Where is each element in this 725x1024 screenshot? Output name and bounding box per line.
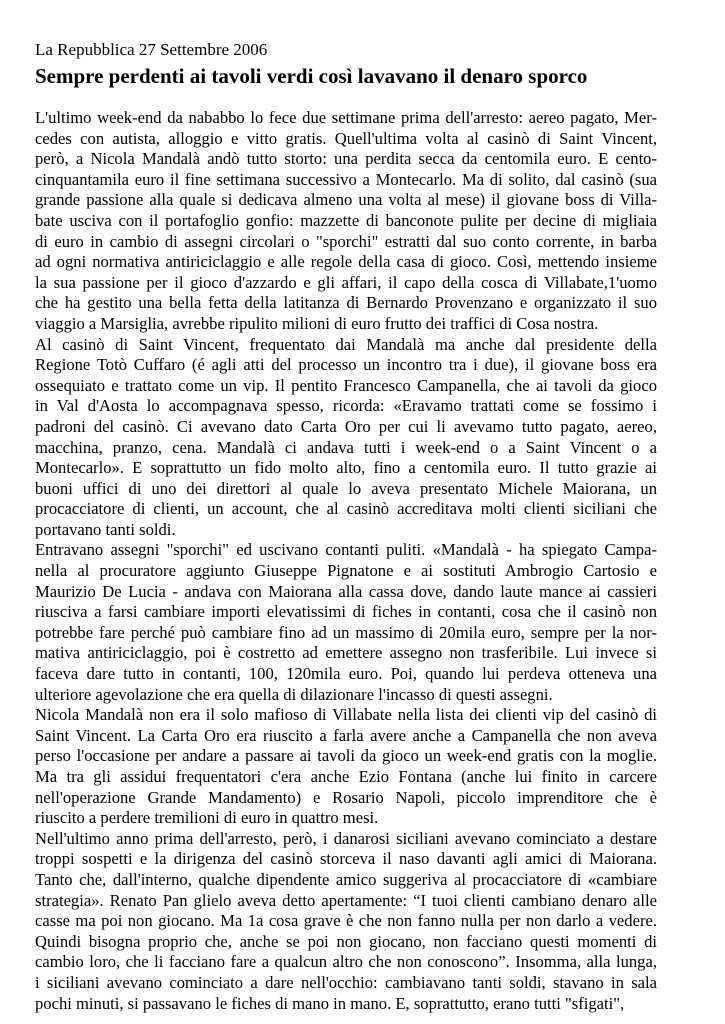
text-line: Montecarlo». E soprattutto un fido molto alto, fino a centomila euro. Il tutto grazie ai xyxy=(35,458,657,478)
text-line: cinquantamila euro il fine settimana successivo a Montecarlo. Ma di solito, dal casinò (sua xyxy=(35,169,657,189)
article-paragraph xyxy=(35,335,657,541)
article-paragraph xyxy=(35,705,657,829)
text-line: Maurizio De Lucia - andava con Maiorana alla cassa dove, dando laute mance ai cassieri xyxy=(35,581,657,601)
text-line: riuscito a perdere tremilioni di euro in quattro mesi. xyxy=(35,808,379,828)
headline: Sempre perdenti ai tavoli verdi così lavavano il denaro sporco xyxy=(35,64,588,88)
article-paragraph xyxy=(35,829,657,1014)
text-line: che ha gestito una bella fetta della latitanza di Bernardo Provenzano e organizzato il suo xyxy=(35,293,657,313)
text-line: cambio loro, che li facciano fare a qualcun altro che non conoscono”. Insomma, alla lunga, xyxy=(35,952,657,972)
text-line: procacciatore di clienti, un account, che al casinò accreditava molti clienti siciliani che xyxy=(35,499,657,519)
text-line: i siciliani avevano cominciato a dare nell'occhio: cambiavano tanti soldi, stavano in sala xyxy=(35,972,657,992)
text-line: Quindi bisogna proprio che, anche se poi non giocano, non facciano questi momenti di xyxy=(35,931,657,951)
text-line: Entravano assegni "sporchi" ed uscivano contanti puliti. «Mandalà - ha spiegato Campa- xyxy=(35,540,657,560)
text-line: Nell'ultimo anno prima dell'arresto, però, i danarosi siciliani avevano cominciato a destare xyxy=(35,828,657,848)
text-line: ulteriore agevolazione che era quella di dilazionare l'incasso di questi assegni. xyxy=(35,684,553,704)
text-line: Tanto che, dall'interno, qualche dipendente amico suggeriva al procacciatore di «cambiare xyxy=(35,869,657,889)
text-line: casse ma poi non giocano. Ma 1a cosa grave è che non fanno nulla per non darlo a vedere. xyxy=(35,911,657,931)
text-line: cedes con autista, alloggio e vitto gratis. Quell'ultima volta al casinò di Saint Vincent, xyxy=(35,128,657,148)
text-line: però, a Nicola Mandalà andò tutto storto: una perdita secca da centomila euro. E cento- xyxy=(35,149,657,169)
text-line: Regione Totò Cuffaro (é agli atti del processo un incontro tra i due), il giovane boss era xyxy=(35,355,657,375)
text-line: L'ultimo week-end da nababbo lo fece due settimane prima dell'arresto: aereo pagato, Mer- xyxy=(35,108,657,127)
text-line: ad ogni normativa antiriciclaggio e alle regole della casa di gioco. Così, mettendo insieme xyxy=(35,252,657,272)
article-body xyxy=(35,108,657,1014)
text-line: grande passione alla quale si dedicava almeno una volta al mese) il giovane boss di Villa- xyxy=(35,190,657,210)
text-line: Nicola Mandalà non era il solo mafioso di Villabate nella lista dei clienti vip del casinò di xyxy=(35,705,657,725)
text-line: riusciva a farsi cambiare importi elevatissimi di fiches in contanti, cosa che il casinò non xyxy=(35,602,657,622)
text-line: Saint Vincent. La Carta Oro era riuscito a farla avere anche a Campanella che non aveva xyxy=(35,725,657,745)
text-line: potrebbe fare perché può cambiare fino ad un massimo di 20mila euro, sempre per la nor- xyxy=(35,622,657,642)
text-line: mativa antiriciclaggio, poi è costretto ad emettere assegno non trasferibile. Lui invece si xyxy=(35,643,657,663)
text-line: viaggio a Marsiglia, avrebbe ripulito milioni di euro frutto dei traffici di Cosa nostra. xyxy=(35,313,599,333)
text-line: pochi minuti, si passavano le fiches di mano in mano. E, soprattutto, erano tutti "sfigati", xyxy=(35,993,625,1013)
text-line: Al casinò di Saint Vincent, frequentato dai Mandalà ma anche dal presidente della xyxy=(35,334,657,354)
text-line: Ma tra gli assidui frequentatori c'era anche Ezio Fontana (anche lui finito in carcere xyxy=(35,767,657,786)
text-line: faceva dare tutto in contanti, 100, 120mila euro. Poi, quando lui perdeva otteneva una xyxy=(35,664,657,684)
text-line: strategia». Renato Pan glielo aveva detto apertamente: “I tuoi clienti cambiano denaro alle xyxy=(35,890,657,910)
text-line: in Val d'Aosta lo accompagnava spesso, ricorda: «Eravamo trattati come se fossimo i xyxy=(35,396,657,416)
text-line: ossequiato e trattato come un vip. Il pentito Francesco Campanella, che ai tavoli da gioco xyxy=(35,375,657,395)
text-line: perso l'occasione per andare a passare ai tavoli da gioco un week-end gratis con la moglie. xyxy=(35,746,657,766)
text-line: nell'operazione Grande Mandamento) e Rosario Napoli, piccolo imprenditore che è xyxy=(35,787,657,807)
text-line: la sua passione per il gioco d'azzardo e gli affari, il capo della cosca di Villabate,1'uomo xyxy=(35,272,657,292)
text-line: buoni uffici di uno dei direttori al quale lo aveva presentato Michele Maiorana, un xyxy=(35,478,657,498)
text-line: bate usciva con il portafoglio gonfio: mazzette di banconote pulite per decine di migliaia xyxy=(35,210,657,230)
text-line: di euro in cambio di assegni circolari o "sporchi" estratti dal suo conto corrente, in barba xyxy=(35,231,657,251)
article-paragraph xyxy=(35,108,657,335)
source-line: La Repubblica 27 Settembre 2006 xyxy=(35,40,268,59)
text-line: portavano tanti soldi. xyxy=(35,519,176,539)
text-line: troppi sospetti e la dirigenza del casinò storceva il naso davanti agli amici di Maiorana. xyxy=(35,849,657,869)
text-line: padroni del casinò. Ci avevano dato Carta Oro per cui li avevamo tutto pagato, aereo, xyxy=(35,416,657,436)
text-line: macchina, pranzo, cena. Mandalà ci andava tutti i week-end o a Saint Vincent o a xyxy=(35,437,657,457)
text-line: nella al procuratore aggiunto Giuseppe Pignatone e ai sostituti Ambrogio Cartosio e xyxy=(35,561,657,581)
article-paragraph xyxy=(35,540,657,705)
